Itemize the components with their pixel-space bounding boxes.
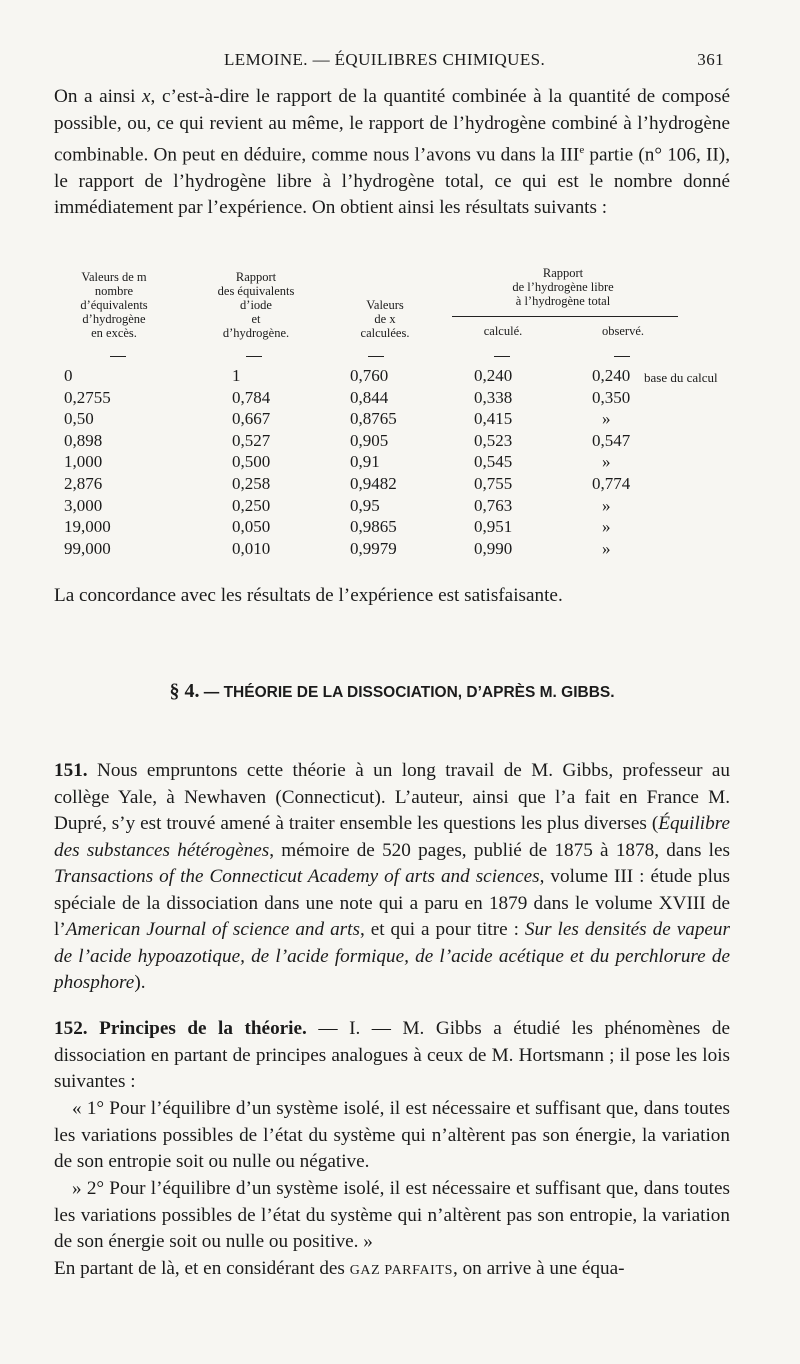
section-title-text: — THÉORIE DE LA DISSOCIATION, D’APRÈS M. GIBBS. [203,684,615,701]
table-cell: 0,774 [592,474,631,493]
hdr-line: Valeurs [366,298,404,312]
table-cell: 0,755 [474,474,513,493]
hdr-line: à l’hydrogène total [515,294,611,308]
table-cell: 1 [232,366,241,385]
table-cell: 19,000 [64,517,111,537]
section-sign: § 4. [169,680,200,702]
table-cell: » [602,409,611,429]
text: En partant de là, et en considérant des [54,1258,350,1279]
dash [246,356,262,357]
dash [368,356,384,357]
table-cell: 0,2755 [64,387,111,407]
text: , mémoire de 520 pages, publié de 1875 à 1878, dans les [269,839,730,861]
text: , volume III : étude plus spéciale de la dissociation dans une note qui a paru en 1879 dans le volume XVIII de l’ [54,866,730,940]
hdr-line: d’iode [240,298,272,312]
text: ). [134,972,146,993]
hdr-line: de l’hydrogène libre [512,280,614,294]
table-cell: » [602,495,611,515]
table-cell: 0,763 [474,495,513,515]
table-cell: 0,898 [64,430,103,450]
last-line [54,1256,730,1285]
hdr-line: d’hydrogène [82,312,146,326]
table-cell: 0,990 [474,538,513,558]
table-cell: 0,010 [232,538,271,558]
page-number: 361 [697,50,724,69]
table-cell: 0,50 [64,409,94,429]
results-table [54,262,744,562]
paragraph-151 [54,758,730,997]
text: , et qui a pour titre : [359,919,525,940]
conclusion: La concordance avec les résultats de l’expérience est satisfaisante. [54,585,563,606]
superscript: e [579,144,585,156]
table-cell: 0,91 [350,452,380,472]
paragraph-number: 152. [54,1018,88,1039]
col-header-obs: observé. [602,324,644,338]
col-header-x [330,298,440,340]
col-header-ratio [196,270,316,340]
italic-title: Sur les densités de vapeur de l’acide hypoazotique, de l’acide formique, de l’acide acétique et du perchlorure de phosphore [54,919,730,993]
table-cell: 0,9979 [350,538,397,558]
text: Nous empruntons cette théorie à un long travail de M. Gibbs, professeur au collège Yale, à Newhaven (Connecticut). L’auteur, ainsi que l’a fait en France M. Dupré, s’y est trouvé amené à traiter ensemble les questions les plus diverses ( [54,760,730,834]
table-cell: 0,784 [232,387,271,407]
hdr-line: Rapport [542,266,584,280]
table-cell: 0,250 [232,495,271,515]
table-cell: 0,760 [350,366,389,385]
table-cell: 0,258 [232,474,271,493]
paragraph-152 [54,1016,730,1096]
text: , c’est-à-dire le rapport de la quantité combinée à la quantité de composé possible, ou, ce qui revient au même, le rapport de l’hydrogène combiné à l’hydrogène combinable. On peut en déduire, comme nous l’avons vu dans la III [54,86,730,166]
col-header-m [54,270,174,340]
hdr-line: Valeurs de m [81,270,147,284]
table-cell: 0,500 [232,452,271,472]
running-title: LEMOINE. — ÉQUILIBRES CHIMIQUES. [224,50,546,69]
var-x: x [142,86,151,107]
section-heading [54,680,730,703]
table-cell: 0,844 [350,387,389,407]
table-cell: » [602,452,611,472]
italic-title: Transactions of the Connecticut Academy of arts and sciences [54,866,540,887]
dash [494,356,510,357]
paragraph-intro [54,84,730,222]
table-cell: 0 [64,366,73,385]
table-cell: 0,350 [592,387,631,407]
table-cell: 0,95 [350,495,380,515]
table-cell: 0,547 [592,430,631,450]
hdr-line: en excès. [91,326,137,340]
hdr-line: de x [374,312,396,326]
text: partie (n° 106, II), le rapport de l’hydrogène libre à l’hydrogène total, ce qui est le nombre donné immédiatement par l’expérience. On obtient ainsi les résultats suivants : [54,144,730,219]
table-cell: 0,667 [232,409,271,429]
table-cell: 0,240 [474,366,513,385]
hdr-line: des équivalents [217,284,295,298]
hdr-line: Rapport [235,270,277,284]
table-cell: 0,523 [474,430,513,450]
table-cell: 0,415 [474,409,513,429]
table-cell: » [602,517,611,537]
paragraph-number: 151. [54,760,88,781]
italic-title: American Journal of science and arts [65,919,360,940]
hdr-line: nombre [94,284,134,298]
hdr-line: et [251,312,261,326]
law-1: « 1° Pour l’équilibre d’un système isolé, il est nécessaire et suffisant que, dans toutes les variations possibles de l’état du système qui n’altèrent pas son énergie, la variation de son entropie soit ou nulle ou négative. [54,1098,730,1172]
table-cell: 2,876 [64,474,103,493]
paragraph-title: Principes de la théorie. [87,1018,307,1039]
table-cell: 0,9865 [350,517,397,537]
table-cell: » [602,538,611,558]
table-cell: 1,000 [64,452,103,472]
table-cell: 0,951 [474,517,513,537]
small-caps: GAZ PARFAITS [349,1263,453,1278]
table-cell: 0,8765 [350,409,397,429]
table-cell: 0,527 [232,430,271,450]
table-cell: 0,240 [592,366,631,385]
table-cell: 0,338 [474,387,513,407]
table-cell: 0,050 [232,517,271,537]
dash [110,356,126,357]
running-header [54,50,730,74]
hdr-line: d’équivalents [80,298,148,312]
text: , on arrive à une équa- [452,1258,625,1279]
law-2: » 2° Pour l’équilibre d’un système isolé, il est nécessaire et suffisant que, dans toutes les variations possibles de l’état du système qui n’altèrent pas son entropie, la variation de son énergie soit ou nulle ou positive. » [54,1178,730,1252]
dash [614,356,630,357]
text: — I. — M. Gibbs a étudié les phénomènes de dissociation en partant de principes analogues à ceux de M. Hortsmann ; il pose les lois suivantes : [54,1018,731,1092]
table-cell: 99,000 [64,538,111,558]
table-cell: 0,9482 [350,474,397,493]
table-cell: 0,905 [350,430,389,450]
hdr-line: d’hydrogène. [222,326,290,340]
table-cell: 3,000 [64,495,103,515]
hdr-line: calculées. [360,326,410,340]
header-rule [452,316,678,317]
col-header-calc: calculé. [483,324,523,338]
table-note: base du calcul [644,370,718,385]
col-header-hydrogen [458,266,668,308]
table-cell: 0,545 [474,452,513,472]
text: On a ainsi [54,86,143,107]
italic-title: Équilibre des substances hétérogènes [54,813,730,861]
